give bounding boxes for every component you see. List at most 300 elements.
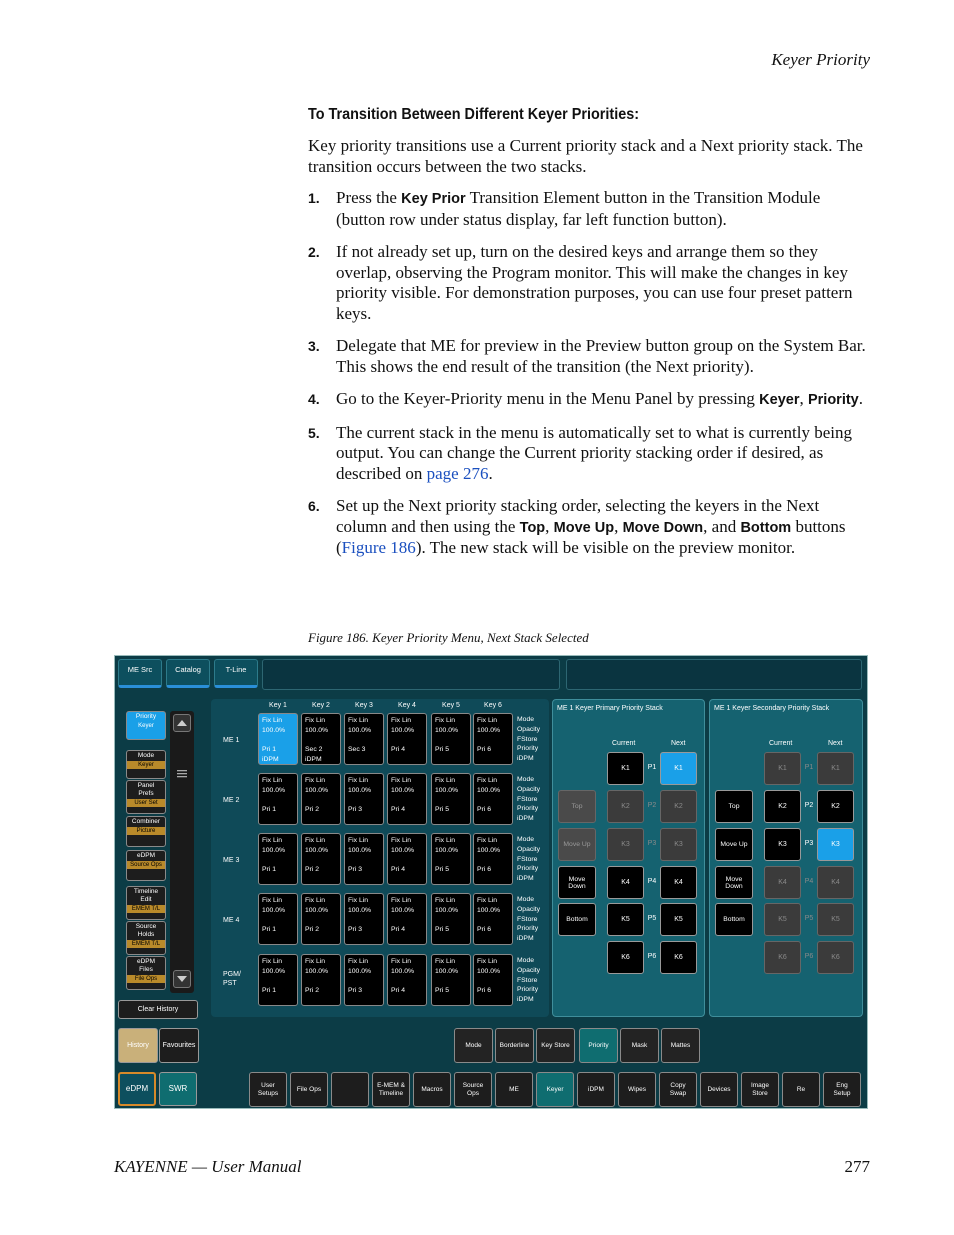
key-cell-line: Fix Lin	[348, 777, 369, 784]
key-cell-line	[477, 916, 509, 926]
key-cell-line: Pri 1	[262, 746, 276, 754]
key-cell-line: Fix Lin	[435, 717, 456, 724]
key-cell-line	[262, 996, 294, 1006]
key-cell-line: Pri 3	[348, 866, 362, 874]
key-cell-line: Pri 5	[435, 926, 449, 934]
key-cell-me3-key4[interactable]	[387, 833, 427, 885]
key-cell-line: 100.0%	[262, 846, 286, 854]
step-number: 2.	[308, 244, 320, 260]
step-number: 4.	[308, 391, 320, 407]
primary_stack-next-k2[interactable]: K2	[660, 790, 697, 823]
key-cell-line: Fix Lin	[262, 777, 283, 784]
key-cell-line	[262, 935, 294, 945]
me-row-label-4: PGM/ PST	[223, 971, 241, 987]
bottom-bar-button-13[interactable]: Re	[782, 1072, 820, 1107]
bottom-bar-button-5[interactable]: Source Ops	[454, 1072, 492, 1107]
key-cell-line: Pri 1	[262, 987, 276, 995]
key-cell-line: 100.0%	[305, 786, 329, 794]
side-nav-item-0[interactable]	[126, 711, 166, 740]
key-cell-line: Pri 4	[391, 806, 405, 814]
bottom-bar-button-3[interactable]: E-MEM & Timeline	[372, 1072, 410, 1107]
key-cell-line	[477, 996, 509, 1006]
key-cell-line	[348, 815, 380, 825]
primary_stack-control-0[interactable]: Top	[558, 790, 596, 823]
secondary_stack-priority-label-5: P5	[804, 915, 814, 922]
key-cell-me3-key2[interactable]	[301, 833, 341, 885]
key-cell-line	[348, 736, 380, 746]
mode-column-3	[517, 895, 540, 944]
key-cell-line: Pri 6	[477, 987, 491, 995]
secondary_stack-control-3[interactable]: Bottom	[715, 903, 753, 936]
primary_stack-next-k5[interactable]: K5	[660, 903, 697, 936]
key-cell-line	[477, 875, 509, 885]
key-cell-me4-key4[interactable]	[387, 893, 427, 945]
key-cell-line: Fix Lin	[262, 717, 283, 724]
mode-line: Mode	[517, 776, 535, 783]
bottom-bar-button-10[interactable]: Copy Swap	[659, 1072, 697, 1107]
key-cell-line: 100.0%	[477, 967, 501, 975]
primary_stack-control-1[interactable]: Move Up	[558, 828, 596, 861]
key-cell-line: 100.0%	[348, 967, 372, 975]
bottom-bar-button-14[interactable]: Eng Setup	[823, 1072, 861, 1107]
step-text: ). The new stack will be visible on the preview monitor.	[415, 538, 796, 557]
primary_stack-priority-label-1: P1	[647, 764, 657, 771]
scroll-down-button[interactable]	[173, 970, 191, 988]
key-cell-line: Fix Lin	[305, 897, 326, 904]
mode-line: iDPM	[517, 996, 534, 1004]
intro-paragraph: Key priority transitions use a Current priority stack and a Next priority stack. The transition occurs between the two stacks.	[308, 136, 863, 176]
key-cell-line	[391, 935, 423, 945]
primary_stack-current-k5[interactable]: K5	[607, 903, 644, 936]
mode-line: Priority	[517, 986, 539, 994]
mode-line: FStore	[517, 915, 538, 923]
key-cell-line: 100.0%	[262, 786, 286, 794]
bottom-bar-button-11[interactable]: Devices	[700, 1072, 738, 1107]
key-cell-line	[391, 875, 423, 885]
key-header-1: Key 2	[312, 702, 330, 709]
key-cell-line: Sec 2	[305, 746, 323, 754]
primary_stack-next-k4[interactable]: K4	[660, 866, 697, 899]
mode-line: iDPM	[517, 755, 534, 763]
scroll-grip-icon	[177, 769, 187, 779]
key-cell-line	[305, 996, 337, 1006]
side-nav-item-1[interactable]	[126, 750, 166, 779]
key-cell-line	[435, 736, 467, 746]
side-nav-sublabel: EMEM T/L	[127, 905, 165, 913]
key-cell-me2-key3[interactable]	[344, 773, 384, 825]
bottom-bar-button-1[interactable]: File Ops	[290, 1072, 328, 1107]
key-cell-line: Fix Lin	[348, 717, 369, 724]
secondary_stack-priority-label-2: P2	[804, 802, 814, 809]
key-cell-line: 100.0%	[348, 846, 372, 854]
key-cell-line	[435, 856, 467, 866]
bottom-bar-button-9[interactable]: Wipes	[618, 1072, 656, 1107]
key-cell-line: Pri 3	[348, 806, 362, 814]
side-nav-item-5[interactable]	[126, 886, 166, 920]
key-cell-me1-key4[interactable]	[387, 713, 427, 765]
key-cell-line	[305, 856, 337, 866]
mode-line: FStore	[517, 855, 538, 863]
key-cell-me4-key1[interactable]	[258, 893, 298, 945]
key-cell-me5-key4[interactable]	[387, 954, 427, 1006]
running-header: Keyer Priority	[771, 50, 870, 69]
key-cell-line	[305, 916, 337, 926]
primary_stack-next-k1[interactable]: K1	[660, 752, 697, 785]
key-cell-me1-key6[interactable]	[473, 713, 513, 765]
key-cell-line: Fix Lin	[435, 897, 456, 904]
nav-scrollbar[interactable]	[170, 711, 194, 993]
key-cell-line: Pri 6	[477, 746, 491, 754]
key-cell-line: 100.0%	[435, 967, 459, 975]
secondary_stack-current-k5[interactable]: K5	[764, 903, 801, 936]
step-number: 1.	[308, 190, 320, 206]
key-cell-line	[477, 755, 509, 765]
key-cell-me4-key5[interactable]	[431, 893, 471, 945]
primary_stack-priority-label-6: P6	[647, 953, 657, 960]
secondary_stack-next-k1[interactable]: K1	[817, 752, 854, 785]
history-tab[interactable]: History	[118, 1028, 158, 1063]
figure-caption: Figure 186. Keyer Priority Menu, Next Stack Selected	[308, 630, 589, 645]
side-nav-sublabel: Source Ops	[127, 861, 165, 869]
secondary_stack-priority-label-4: P4	[804, 878, 814, 885]
step-number: 6.	[308, 498, 320, 514]
top-tab-2[interactable]: T-Line	[214, 659, 258, 688]
key-cell-line: 100.0%	[435, 786, 459, 794]
key-cell-me2-key2[interactable]	[301, 773, 341, 825]
bottom-bar-button-6[interactable]: ME	[495, 1072, 533, 1107]
status-bar-right	[566, 659, 862, 690]
key-cell-line: Fix Lin	[391, 897, 412, 904]
key-cell-line	[477, 856, 509, 866]
step-text: ,	[614, 516, 623, 536]
key-cell-me3-key6[interactable]	[473, 833, 513, 885]
side-nav-item-3[interactable]	[126, 816, 166, 847]
key-cell-line: 100.0%	[477, 846, 501, 854]
top-tab-1[interactable]: Catalog	[166, 659, 210, 688]
side-nav-sublabel: Keyer	[127, 722, 165, 730]
key-cell-line	[391, 815, 423, 825]
step-text: , and	[703, 516, 741, 536]
key-cell-me3-key3[interactable]	[344, 833, 384, 885]
side-nav-label: Priority	[135, 713, 157, 720]
bottom-bar-button-0[interactable]: User Setups	[249, 1072, 287, 1107]
key-cell-line: 100.0%	[348, 726, 372, 734]
key-cell-line: Fix Lin	[305, 837, 326, 844]
primary_stack-current-k1[interactable]: K1	[607, 752, 644, 785]
step-text: Transition Element button in the Transition Module (button row under status display, far left function button).	[336, 188, 821, 229]
swr-button[interactable]: SWR	[159, 1072, 197, 1106]
side-nav-sublabel: Picture	[127, 827, 165, 835]
side-nav-sublabel: Keyer	[127, 761, 165, 769]
mode-line: FStore	[517, 795, 538, 803]
key-cell-line	[477, 736, 509, 746]
key-cell-line	[305, 815, 337, 825]
page-link[interactable]: page 276	[426, 463, 489, 483]
key-cell-line	[435, 796, 467, 806]
key-cell-line: 100.0%	[435, 726, 459, 734]
key-cell-line	[391, 856, 423, 866]
key-cell-line	[348, 916, 380, 926]
key-cell-line	[262, 875, 294, 885]
side-nav-label: Panel Prefs	[137, 782, 155, 797]
key-cell-line	[305, 935, 337, 945]
primary_stack-next-k3[interactable]: K3	[660, 828, 697, 861]
status-bar-left	[262, 659, 560, 690]
key-cell-line: 100.0%	[435, 846, 459, 854]
mode-line: Mode	[517, 957, 535, 964]
page-number: 277	[844, 1157, 870, 1176]
mode-line: iDPM	[517, 935, 534, 943]
key-cell-line	[435, 977, 467, 987]
secondary_stack-control-1[interactable]: Move Up	[715, 828, 753, 861]
key-cell-line	[348, 977, 380, 987]
key-cell-line: Pri 6	[477, 866, 491, 874]
step-4	[308, 389, 870, 411]
step-1	[308, 188, 870, 230]
bottom-bar-button-2[interactable]	[331, 1072, 369, 1107]
secondary_stack-next-k2[interactable]: K2	[817, 790, 854, 823]
menu-tab-5[interactable]: Mattes	[661, 1028, 700, 1063]
side-nav-item-2[interactable]	[126, 780, 166, 814]
steps-list	[308, 188, 870, 559]
menu-tab-0[interactable]: Mode	[454, 1028, 493, 1063]
key-cell-line: 100.0%	[305, 906, 329, 914]
key-cell-line	[391, 755, 423, 765]
mode-line: Opacity	[517, 905, 541, 913]
key-cell-line: Fix Lin	[477, 777, 498, 784]
key-cell-me5-key1[interactable]	[258, 954, 298, 1006]
side-nav-label: Mode	[137, 752, 155, 759]
key-cell-line: 100.0%	[477, 786, 501, 794]
key-cell-line	[262, 815, 294, 825]
key-header-3: Key 4	[398, 702, 416, 709]
key-cell-line: Fix Lin	[305, 777, 326, 784]
key-cell-line: Pri 5	[435, 866, 449, 874]
key-cell-line	[435, 815, 467, 825]
key-cell-line	[391, 977, 423, 987]
key-cell-line: Fix Lin	[477, 958, 498, 965]
ui-term: Top	[519, 519, 546, 536]
key-cell-line	[391, 916, 423, 926]
mode-line: Mode	[517, 716, 535, 723]
key-cell-me5-key3[interactable]	[344, 954, 384, 1006]
secondary_stack-current-k6[interactable]: K6	[764, 941, 801, 974]
figure-link[interactable]: Figure 186	[341, 538, 416, 557]
secondary_stack-next-header: Next	[828, 740, 843, 747]
secondary_stack-next-k3[interactable]: K3	[817, 828, 854, 861]
key-cell-me2-key5[interactable]	[431, 773, 471, 825]
secondary_stack-next-k4[interactable]: K4	[817, 866, 854, 899]
clear-history-button[interactable]: Clear History	[118, 1000, 198, 1019]
secondary_stack-current-k4[interactable]: K4	[764, 866, 801, 899]
secondary_stack-control-2[interactable]: Move Down	[715, 866, 753, 899]
primary_stack-control-3[interactable]: Bottom	[558, 903, 596, 936]
key-cell-line: Pri 3	[348, 926, 362, 934]
key-cell-line: 100.0%	[391, 967, 415, 975]
menu-tab-2[interactable]: Key Store	[536, 1028, 575, 1063]
key-cell-me2-key1[interactable]	[258, 773, 298, 825]
key-cell-me1-key1[interactable]	[258, 713, 298, 765]
step-text: Delegate that ME for preview in the Preview button group on the System Bar. This shows the end result of the transition (the Next priority).	[336, 336, 866, 376]
me-row-label-0: ME 1	[223, 737, 240, 744]
key-cell-line	[262, 736, 294, 746]
me-row-label-2: ME 3	[223, 857, 240, 864]
primary_stack-current-header: Current	[612, 740, 636, 747]
primary_stack-priority-label-2: P2	[647, 802, 657, 809]
ui-term: Key Prior	[401, 191, 466, 207]
primary_stack-control-2[interactable]: Move Down	[558, 866, 596, 899]
key-cell-line: Pri 1	[262, 806, 276, 814]
key-cell-line: Fix Lin	[435, 777, 456, 784]
me-row-label-1: ME 2	[223, 797, 240, 804]
key-cell-line	[435, 875, 467, 885]
step-text: ,	[799, 389, 808, 408]
favourites-tab[interactable]: Favourites	[159, 1028, 199, 1063]
primary_stack-current-k6[interactable]: K6	[607, 941, 644, 974]
mode-line: Priority	[517, 745, 539, 753]
key-cell-line	[477, 815, 509, 825]
key-cell-me2-key4[interactable]	[387, 773, 427, 825]
side-nav-label: Timeline Edit	[133, 888, 159, 903]
key-cell-line: Pri 3	[348, 987, 362, 995]
key-cell-line	[435, 755, 467, 765]
primary_stack-priority-label-5: P5	[647, 915, 657, 922]
bottom-bar-button-4[interactable]: Macros	[413, 1072, 451, 1107]
menu-tab-4[interactable]: Mask	[620, 1028, 659, 1063]
key-cell-line	[348, 796, 380, 806]
secondary_stack-current-k2[interactable]: K2	[764, 790, 801, 823]
side-nav-label: Combiner	[131, 818, 161, 825]
key-cell-line: Fix Lin	[477, 717, 498, 724]
key-cell-line: 100.0%	[391, 906, 415, 914]
secondary_stack-next-k6[interactable]: K6	[817, 941, 854, 974]
bottom-bar-button-8[interactable]: iDPM	[577, 1072, 615, 1107]
key-cell-line: 100.0%	[305, 726, 329, 734]
mode-column-1	[517, 775, 540, 824]
key-cell-me4-key6[interactable]	[473, 893, 513, 945]
primary_stack-priority-label-4: P4	[647, 878, 657, 885]
side-nav-item-7[interactable]	[126, 956, 166, 990]
key-cell-line: Fix Lin	[391, 717, 412, 724]
secondary_stack-next-k5[interactable]: K5	[817, 903, 854, 936]
key-cell-line: Pri 4	[391, 926, 405, 934]
mode-line: Opacity	[517, 785, 541, 793]
key-cell-line: Fix Lin	[477, 837, 498, 844]
mode-line: iDPM	[517, 815, 534, 823]
key-cell-line: 100.0%	[435, 906, 459, 914]
key-cell-me5-key2[interactable]	[301, 954, 341, 1006]
secondary_stack-control-0[interactable]: Top	[715, 790, 753, 823]
mode-line: Priority	[517, 805, 539, 813]
key-cell-line: Pri 2	[305, 987, 319, 995]
secondary-stack-title: ME 1 Keyer Secondary Priority Stack	[714, 705, 830, 712]
mode-line: FStore	[517, 976, 538, 984]
step-number: 5.	[308, 424, 320, 441]
key-cell-me1-key5[interactable]	[431, 713, 471, 765]
secondary_stack-current-k3[interactable]: K3	[764, 828, 801, 861]
key-cell-line: 100.0%	[391, 786, 415, 794]
step-text: .	[858, 389, 863, 408]
bottom-bar-button-12[interactable]: Image Store	[741, 1072, 779, 1107]
side-nav-label: eDPM	[136, 852, 156, 859]
primary_stack-current-k4[interactable]: K4	[607, 866, 644, 899]
step-text: The current stack in the menu is automatically set to what is currently being output. You can change the Current priority stacking order if desired, as described on	[336, 422, 852, 483]
key-cell-line: Pri 1	[262, 926, 276, 934]
chevron-up-icon	[174, 715, 190, 731]
key-cell-line	[348, 996, 380, 1006]
scroll-up-button[interactable]	[173, 714, 191, 732]
primary_stack-next-k6[interactable]: K6	[660, 941, 697, 974]
key-cell-line	[305, 875, 337, 885]
menu-tab-1[interactable]: Borderline	[495, 1028, 534, 1063]
mode-line: Opacity	[517, 725, 541, 733]
primary_stack-current-k2[interactable]: K2	[607, 790, 644, 823]
key-cell-me1-key2[interactable]	[301, 713, 341, 765]
primary_stack-current-k3[interactable]: K3	[607, 828, 644, 861]
ui-term: Keyer	[759, 392, 800, 408]
primary-stack-title: ME 1 Keyer Primary Priority Stack	[557, 705, 663, 712]
key-cell-line	[305, 736, 337, 746]
key-cell-me1-key3[interactable]	[344, 713, 384, 765]
step-5	[308, 423, 870, 485]
bottom-bar-button-7[interactable]: Keyer	[536, 1072, 574, 1107]
footer-manual-title: KAYENNE — User Manual	[114, 1157, 302, 1176]
menu-tab-3[interactable]: Priority	[579, 1028, 618, 1063]
step-3	[308, 336, 870, 377]
side-nav-item-6[interactable]	[126, 921, 166, 955]
mode-line: iDPM	[517, 875, 534, 883]
key-cell-line	[348, 755, 380, 765]
mode-line: Opacity	[517, 966, 541, 974]
secondary_stack-priority-label-3: P3	[804, 840, 814, 847]
side-nav-item-4[interactable]	[126, 850, 166, 881]
chevron-down-icon	[174, 971, 190, 987]
secondary_stack-priority-label-6: P6	[804, 953, 814, 960]
key-cell-line	[391, 736, 423, 746]
step-text: Press the	[336, 188, 402, 207]
key-cell-line: 100.0%	[262, 906, 286, 914]
key-cell-line: 100.0%	[477, 906, 501, 914]
key-cell-me5-key5[interactable]	[431, 954, 471, 1006]
ui-term: Move Up	[553, 519, 615, 536]
key-cell-me4-key2[interactable]	[301, 893, 341, 945]
key-cell-me4-key3[interactable]	[344, 893, 384, 945]
mode-column-0	[517, 715, 540, 764]
edpm-button[interactable]: eDPM	[118, 1072, 156, 1106]
key-cell-line: Fix Lin	[305, 717, 326, 724]
key-cell-line: 100.0%	[305, 967, 329, 975]
key-header-2: Key 3	[355, 702, 373, 709]
key-header-5: Key 6	[484, 702, 502, 709]
key-cell-line: Fix Lin	[348, 837, 369, 844]
key-cell-me3-key5[interactable]	[431, 833, 471, 885]
key-cell-me5-key6[interactable]	[473, 954, 513, 1006]
top-tab-0[interactable]: ME Src	[118, 659, 162, 688]
key-cell-line: Fix Lin	[348, 897, 369, 904]
key-cell-line: Pri 4	[391, 746, 405, 754]
key-cell-me2-key6[interactable]	[473, 773, 513, 825]
step-2	[308, 242, 870, 324]
mode-line: Opacity	[517, 845, 541, 853]
ui-term: Bottom	[740, 519, 792, 536]
key-cell-line: Fix Lin	[391, 837, 412, 844]
key-cell-line: Fix Lin	[348, 958, 369, 965]
key-header-0: Key 1	[269, 702, 287, 709]
secondary_stack-current-k1[interactable]: K1	[764, 752, 801, 785]
key-cell-line: iDPM	[305, 756, 322, 764]
key-cell-me3-key1[interactable]	[258, 833, 298, 885]
key-cell-line	[477, 977, 509, 987]
